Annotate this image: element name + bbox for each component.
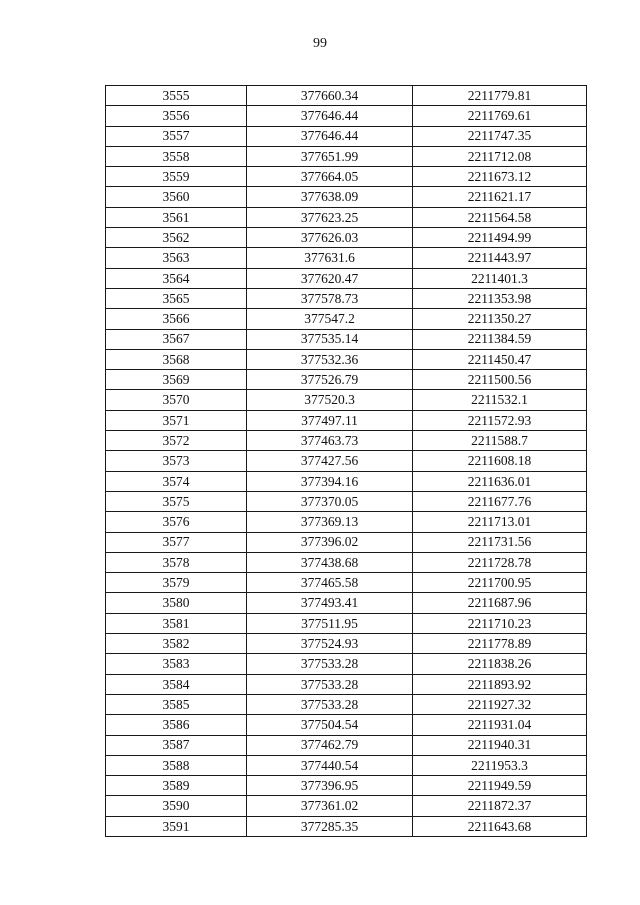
point-number-cell: 3589 [106, 776, 247, 796]
x-coordinate-cell: 377394.16 [247, 471, 413, 491]
point-number-cell: 3570 [106, 390, 247, 410]
x-coordinate-cell: 377497.11 [247, 410, 413, 430]
x-coordinate-cell: 377438.68 [247, 552, 413, 572]
table-row [106, 634, 587, 654]
point-number-cell: 3587 [106, 735, 247, 755]
table-row [106, 329, 587, 349]
table-row [106, 309, 587, 329]
y-coordinate-cell: 2211927.32 [413, 694, 587, 714]
x-coordinate-cell: 377504.54 [247, 715, 413, 735]
page-number: 99 [313, 36, 327, 51]
point-number-cell: 3586 [106, 715, 247, 735]
y-coordinate-cell: 2211564.58 [413, 207, 587, 227]
y-coordinate-cell: 2211350.27 [413, 309, 587, 329]
x-coordinate-cell: 377427.56 [247, 451, 413, 471]
point-number-cell: 3556 [106, 106, 247, 126]
table-row [106, 451, 587, 471]
y-coordinate-cell: 2211893.92 [413, 674, 587, 694]
table-row [106, 491, 587, 511]
table-row [106, 796, 587, 816]
y-coordinate-cell: 2211401.3 [413, 268, 587, 288]
y-coordinate-cell: 2211940.31 [413, 735, 587, 755]
x-coordinate-cell: 377631.6 [247, 248, 413, 268]
table-row [106, 776, 587, 796]
y-coordinate-cell: 2211500.56 [413, 370, 587, 390]
x-coordinate-cell: 377511.95 [247, 613, 413, 633]
point-number-cell: 3580 [106, 593, 247, 613]
x-coordinate-cell: 377638.09 [247, 187, 413, 207]
y-coordinate-cell: 2211710.23 [413, 613, 587, 633]
table-row [106, 410, 587, 430]
y-coordinate-cell: 2211353.98 [413, 288, 587, 308]
x-coordinate-cell: 377533.28 [247, 654, 413, 674]
x-coordinate-cell: 377535.14 [247, 329, 413, 349]
point-number-cell: 3568 [106, 349, 247, 369]
point-number-cell: 3562 [106, 228, 247, 248]
y-coordinate-cell: 2211949.59 [413, 776, 587, 796]
x-coordinate-cell: 377524.93 [247, 634, 413, 654]
point-number-cell: 3582 [106, 634, 247, 654]
x-coordinate-cell: 377533.28 [247, 674, 413, 694]
table-row [106, 390, 587, 410]
table-row [106, 349, 587, 369]
point-number-cell: 3576 [106, 512, 247, 532]
y-coordinate-cell: 2211712.08 [413, 146, 587, 166]
x-coordinate-cell: 377626.03 [247, 228, 413, 248]
x-coordinate-cell: 377361.02 [247, 796, 413, 816]
y-coordinate-cell: 2211443.97 [413, 248, 587, 268]
table-row [106, 735, 587, 755]
x-coordinate-cell: 377620.47 [247, 268, 413, 288]
coordinate-table-body [106, 86, 587, 837]
table-row [106, 167, 587, 187]
table-row [106, 593, 587, 613]
x-coordinate-cell: 377396.02 [247, 532, 413, 552]
table-row [106, 552, 587, 572]
table-row [106, 755, 587, 775]
x-coordinate-cell: 377533.28 [247, 694, 413, 714]
table-row [106, 573, 587, 593]
table-row [106, 471, 587, 491]
point-number-cell: 3581 [106, 613, 247, 633]
point-number-cell: 3567 [106, 329, 247, 349]
y-coordinate-cell: 2211572.93 [413, 410, 587, 430]
point-number-cell: 3588 [106, 755, 247, 775]
x-coordinate-cell: 377547.2 [247, 309, 413, 329]
table-row [106, 431, 587, 451]
point-number-cell: 3591 [106, 816, 247, 836]
table-row [106, 613, 587, 633]
point-number-cell: 3555 [106, 86, 247, 106]
point-number-cell: 3564 [106, 268, 247, 288]
y-coordinate-cell: 2211687.96 [413, 593, 587, 613]
point-number-cell: 3561 [106, 207, 247, 227]
table-row [106, 512, 587, 532]
x-coordinate-cell: 377369.13 [247, 512, 413, 532]
y-coordinate-cell: 2211700.95 [413, 573, 587, 593]
point-number-cell: 3559 [106, 167, 247, 187]
point-number-cell: 3590 [106, 796, 247, 816]
y-coordinate-cell: 2211588.7 [413, 431, 587, 451]
table-row [106, 674, 587, 694]
point-number-cell: 3585 [106, 694, 247, 714]
table-row [106, 654, 587, 674]
table-row [106, 248, 587, 268]
y-coordinate-cell: 2211778.89 [413, 634, 587, 654]
y-coordinate-cell: 2211838.26 [413, 654, 587, 674]
x-coordinate-cell: 377465.58 [247, 573, 413, 593]
y-coordinate-cell: 2211779.81 [413, 86, 587, 106]
point-number-cell: 3571 [106, 410, 247, 430]
y-coordinate-cell: 2211953.3 [413, 755, 587, 775]
x-coordinate-cell: 377520.3 [247, 390, 413, 410]
point-number-cell: 3575 [106, 491, 247, 511]
point-number-cell: 3573 [106, 451, 247, 471]
point-number-cell: 3569 [106, 370, 247, 390]
x-coordinate-cell: 377285.35 [247, 816, 413, 836]
x-coordinate-cell: 377463.73 [247, 431, 413, 451]
x-coordinate-cell: 377493.41 [247, 593, 413, 613]
table-row [106, 207, 587, 227]
x-coordinate-cell: 377440.54 [247, 755, 413, 775]
x-coordinate-cell: 377532.36 [247, 349, 413, 369]
x-coordinate-cell: 377396.95 [247, 776, 413, 796]
table-row [106, 126, 587, 146]
y-coordinate-cell: 2211728.78 [413, 552, 587, 572]
table-row [106, 268, 587, 288]
y-coordinate-cell: 2211673.12 [413, 167, 587, 187]
table-row [106, 106, 587, 126]
table-row [106, 532, 587, 552]
point-number-cell: 3579 [106, 573, 247, 593]
point-number-cell: 3558 [106, 146, 247, 166]
y-coordinate-cell: 2211643.68 [413, 816, 587, 836]
table-row [106, 816, 587, 836]
x-coordinate-cell: 377370.05 [247, 491, 413, 511]
point-number-cell: 3572 [106, 431, 247, 451]
x-coordinate-cell: 377646.44 [247, 126, 413, 146]
y-coordinate-cell: 2211532.1 [413, 390, 587, 410]
y-coordinate-cell: 2211384.59 [413, 329, 587, 349]
x-coordinate-cell: 377578.73 [247, 288, 413, 308]
y-coordinate-cell: 2211769.61 [413, 106, 587, 126]
table-row [106, 370, 587, 390]
x-coordinate-cell: 377623.25 [247, 207, 413, 227]
point-number-cell: 3583 [106, 654, 247, 674]
x-coordinate-cell: 377660.34 [247, 86, 413, 106]
point-number-cell: 3577 [106, 532, 247, 552]
point-number-cell: 3578 [106, 552, 247, 572]
y-coordinate-cell: 2211872.37 [413, 796, 587, 816]
y-coordinate-cell: 2211621.17 [413, 187, 587, 207]
point-number-cell: 3574 [106, 471, 247, 491]
x-coordinate-cell: 377462.79 [247, 735, 413, 755]
x-coordinate-cell: 377651.99 [247, 146, 413, 166]
table-row [106, 228, 587, 248]
y-coordinate-cell: 2211931.04 [413, 715, 587, 735]
y-coordinate-cell: 2211731.56 [413, 532, 587, 552]
coordinate-table [105, 85, 587, 837]
table-row [106, 694, 587, 714]
table-row [106, 288, 587, 308]
point-number-cell: 3560 [106, 187, 247, 207]
y-coordinate-cell: 2211608.18 [413, 451, 587, 471]
point-number-cell: 3557 [106, 126, 247, 146]
x-coordinate-cell: 377664.05 [247, 167, 413, 187]
table-row [106, 187, 587, 207]
y-coordinate-cell: 2211494.99 [413, 228, 587, 248]
y-coordinate-cell: 2211636.01 [413, 471, 587, 491]
y-coordinate-cell: 2211747.35 [413, 126, 587, 146]
y-coordinate-cell: 2211677.76 [413, 491, 587, 511]
point-number-cell: 3566 [106, 309, 247, 329]
x-coordinate-cell: 377526.79 [247, 370, 413, 390]
point-number-cell: 3565 [106, 288, 247, 308]
table-row [106, 715, 587, 735]
table-row [106, 146, 587, 166]
x-coordinate-cell: 377646.44 [247, 106, 413, 126]
y-coordinate-cell: 2211450.47 [413, 349, 587, 369]
y-coordinate-cell: 2211713.01 [413, 512, 587, 532]
table-row [106, 86, 587, 106]
point-number-cell: 3563 [106, 248, 247, 268]
point-number-cell: 3584 [106, 674, 247, 694]
